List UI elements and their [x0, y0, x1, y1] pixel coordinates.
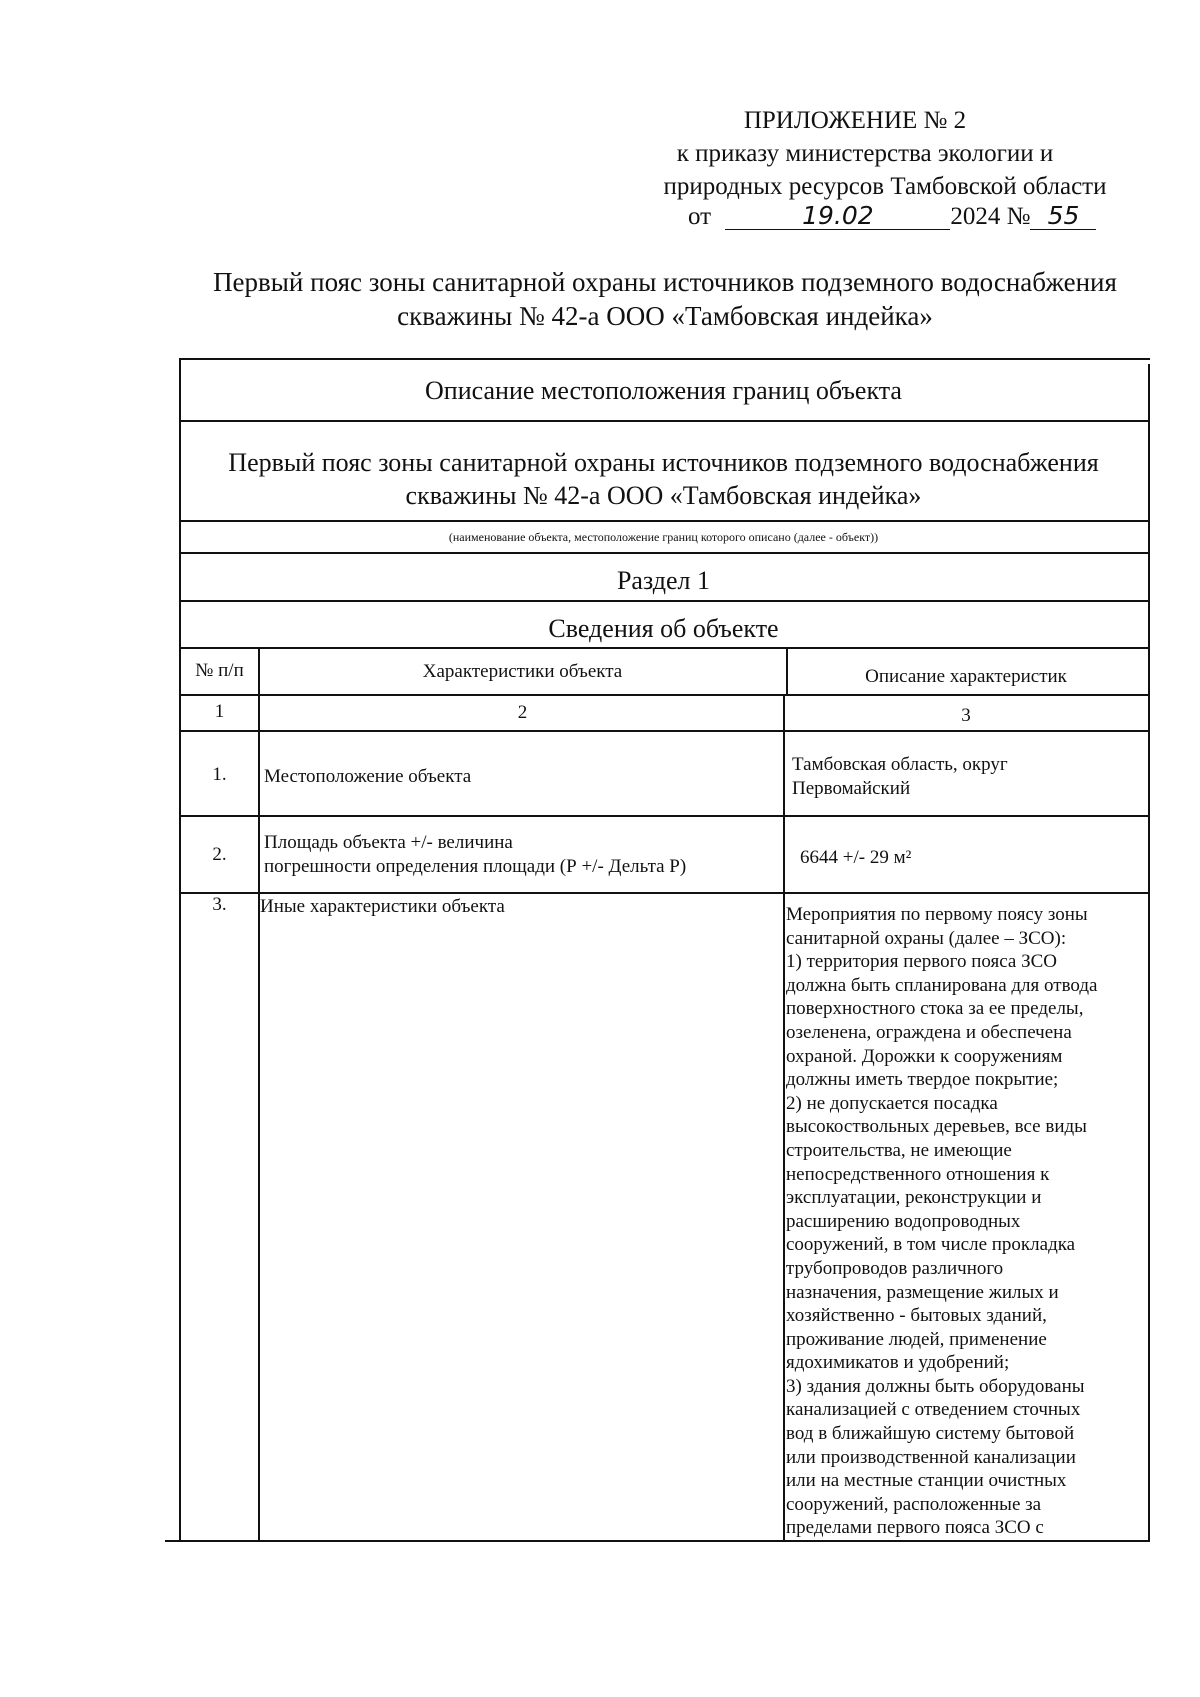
table-row-3-number: 3.	[212, 894, 227, 915]
description-line: непосредственного отношения к	[786, 1163, 1050, 1185]
description-line: ядохимикатов и удобрений;	[786, 1352, 1010, 1374]
description-line: канализацией с отведением сточных	[786, 1399, 1081, 1421]
date-prefix: от	[688, 203, 712, 230]
object-name-note: (наименование объекта, местоположение границ которого описано (далее - объект))	[448, 530, 879, 544]
object-name-line2: скважины № 42-а ООО «Тамбовская индейка»	[405, 481, 922, 510]
description-line: эксплуатации, реконструкции и	[786, 1187, 1042, 1209]
table-row-2-characteristic-line2: погрешности определения площади (Р +/- Дельта Р)	[264, 856, 687, 877]
table-row-1-characteristic: Местоположение объекта	[264, 766, 472, 787]
table-row-1-description-line2: Первомайский	[792, 778, 911, 799]
description-line: охраной. Дорожки к сооружениям	[786, 1045, 1063, 1067]
column-header-description: Описание характеристик	[865, 666, 1067, 687]
description-line: Мероприятия по первому поясу зоны	[786, 904, 1088, 925]
description-line: вод в ближайшую систему бытовой	[786, 1423, 1075, 1445]
column-header-number: № п/п	[195, 660, 244, 681]
table-row-2-number: 2.	[212, 844, 227, 865]
table-row-1-description-line1: Тамбовская область, округ	[792, 754, 1008, 775]
description-line: 1) территория первого пояса ЗСО	[786, 951, 1058, 973]
table-row-2-description: 6644 +/- 29 м²	[800, 847, 912, 868]
order-year: 2024	[950, 203, 1001, 230]
table-row-1-number: 1.	[212, 764, 227, 785]
description-line: озеленена, ограждена и обеспечена	[786, 1021, 1072, 1043]
order-date-line	[688, 200, 1096, 233]
description-line: сооружений, расположенные за	[786, 1493, 1042, 1515]
order-reference-line1: к приказу министерства экологии и	[676, 140, 1054, 167]
description-line: проживание людей, применение	[786, 1328, 1047, 1350]
description-line: должна быть спланирована для отвода	[786, 974, 1098, 996]
column-number-1: 1	[214, 701, 225, 722]
column-number-3: 3	[961, 705, 971, 726]
description-line: назначения, размещение жилых и	[786, 1281, 1059, 1303]
document-title-line2: скважины № 42-а ООО «Тамбовская индейка»	[397, 301, 933, 331]
description-line: или на местные станции очистных	[786, 1470, 1067, 1492]
description-line: высокоствольных деревьев, все виды	[786, 1116, 1087, 1138]
document-title-line1: Первый пояс зоны санитарной охраны источников подземного водоснабжения	[213, 267, 1117, 297]
description-line: расширению водопроводных	[786, 1210, 1021, 1232]
column-header-characteristics: Характеристики объекта	[422, 661, 623, 682]
description-line: санитарной охраны (далее – ЗСО):	[786, 927, 1067, 949]
table-row-3-description	[786, 903, 1148, 1540]
description-line: должны иметь твердое покрытие;	[786, 1069, 1059, 1091]
description-line: пределами первого пояса ЗСО с	[786, 1517, 1044, 1539]
table-caption: Описание местоположения границ объекта	[425, 376, 902, 405]
table-row-3-characteristic: Иные характеристики объекта	[260, 896, 505, 917]
section-title: Сведения об объекте	[548, 614, 779, 643]
handwritten-date: 19.02	[725, 202, 950, 230]
section-number: Раздел 1	[616, 566, 711, 595]
appendix-title: ПРИЛОЖЕНИЕ № 2	[743, 107, 967, 134]
order-reference-line2: природных ресурсов Тамбовской области	[663, 173, 1107, 200]
description-line: или производственной канализации	[786, 1446, 1076, 1468]
description-line: 2) не допускается посадка	[786, 1092, 998, 1114]
handwritten-number: 55	[1030, 202, 1096, 230]
column-number-2: 2	[517, 702, 528, 723]
object-name-line1: Первый пояс зоны санитарной охраны источников подземного водоснабжения	[228, 448, 1099, 477]
description-line: сооружений, в том числе прокладка	[786, 1234, 1076, 1256]
table-row-2-characteristic-line1: Площадь объекта +/- величина	[264, 832, 513, 853]
description-line: строительства, не имеющие	[786, 1139, 1012, 1161]
description-line: поверхностного стока за ее пределы,	[786, 998, 1084, 1020]
description-line: 3) здания должны быть оборудованы	[786, 1375, 1085, 1397]
description-line: хозяйственно - бытовых зданий,	[786, 1305, 1047, 1327]
number-prefix: №	[1006, 203, 1031, 230]
description-line: трубопроводов различного	[786, 1257, 1004, 1279]
